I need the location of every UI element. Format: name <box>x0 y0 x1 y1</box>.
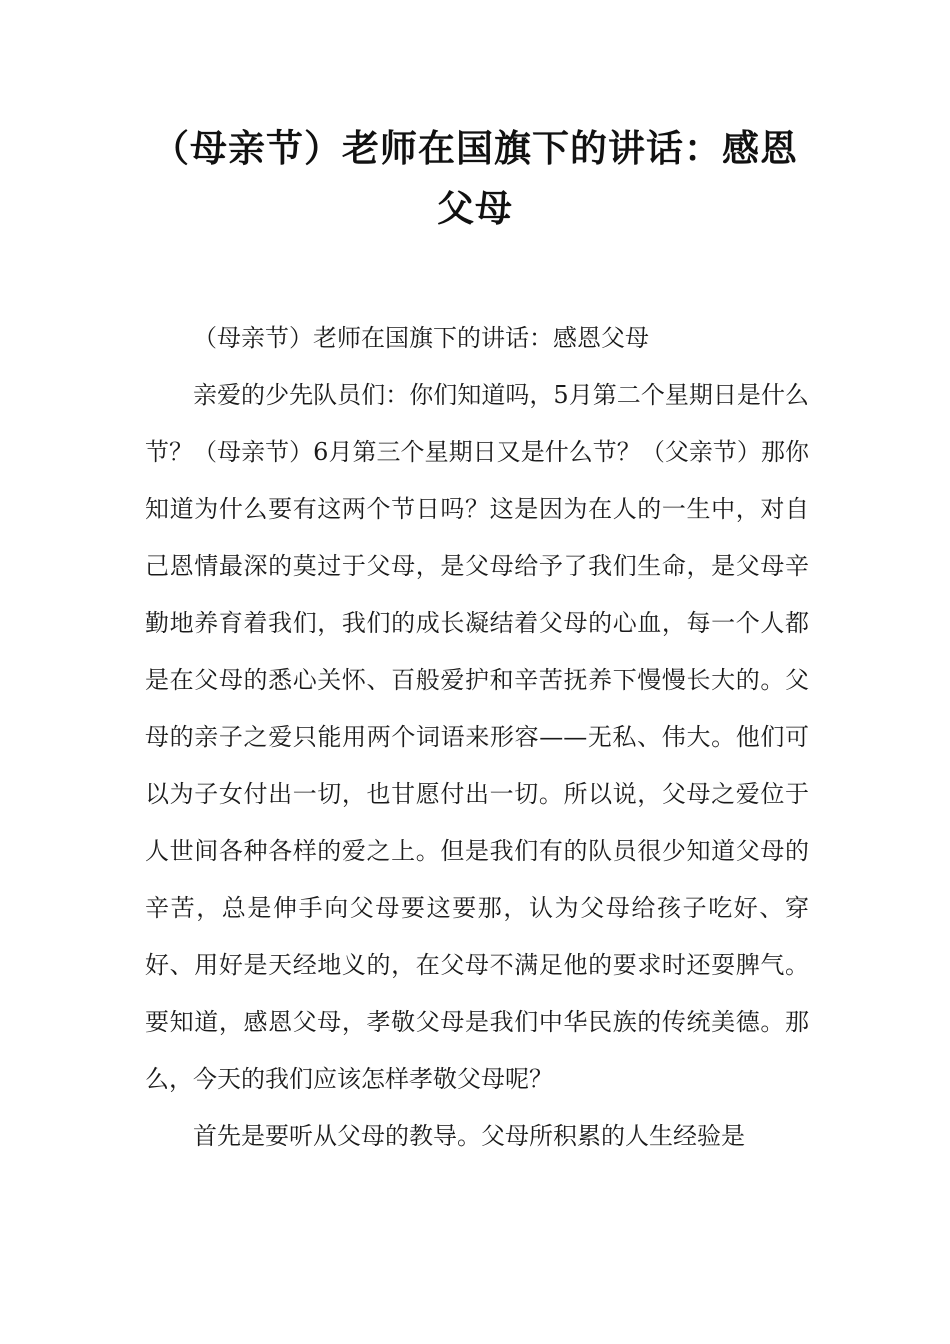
document-title: （母亲节）老师在国旗下的讲话：感恩父母 <box>152 126 798 230</box>
body-paragraph: 亲爱的少先队员们：你们知道吗，5月第二个星期日是什么节？（母亲节）6月第三个星期日又是什么节？（父亲节）那你知道为什么要有这两个节日吗？这是因为在人的一生中，对自己恩情最深的莫过于父母，是父母给予了我们生命，是父母辛勤地养育着我们，我们的成长凝结着父母的心血，每一个人都是在父母的悉心关怀、百般爱护和辛苦抚养下慢慢长大的。父母的亲子之爱只能用两个词语来形容——无私、伟大。他们可以为子女付出一切，也甘愿付出一切。所以说，父母之爱位于人世间各种各样的爱之上。但是我们有的队员很少知道父母的辛苦，总是伸手向父母要这要那，认为父母给孩子吃好、穿好、用好是天经地义的，在父母不满足他的要求时还耍脾气。要知道，感恩父母，孝敬父母是我们中华民族的传统美德。那么，今天的我们应该怎样孝敬父母呢？ <box>145 381 809 1093</box>
subtitle-paragraph: （母亲节）老师在国旗下的讲话：感恩父母 <box>193 324 649 352</box>
document-body <box>145 310 809 1165</box>
body-paragraph: 首先是要听从父母的教导。父母所积累的人生经验是 <box>193 1122 745 1150</box>
